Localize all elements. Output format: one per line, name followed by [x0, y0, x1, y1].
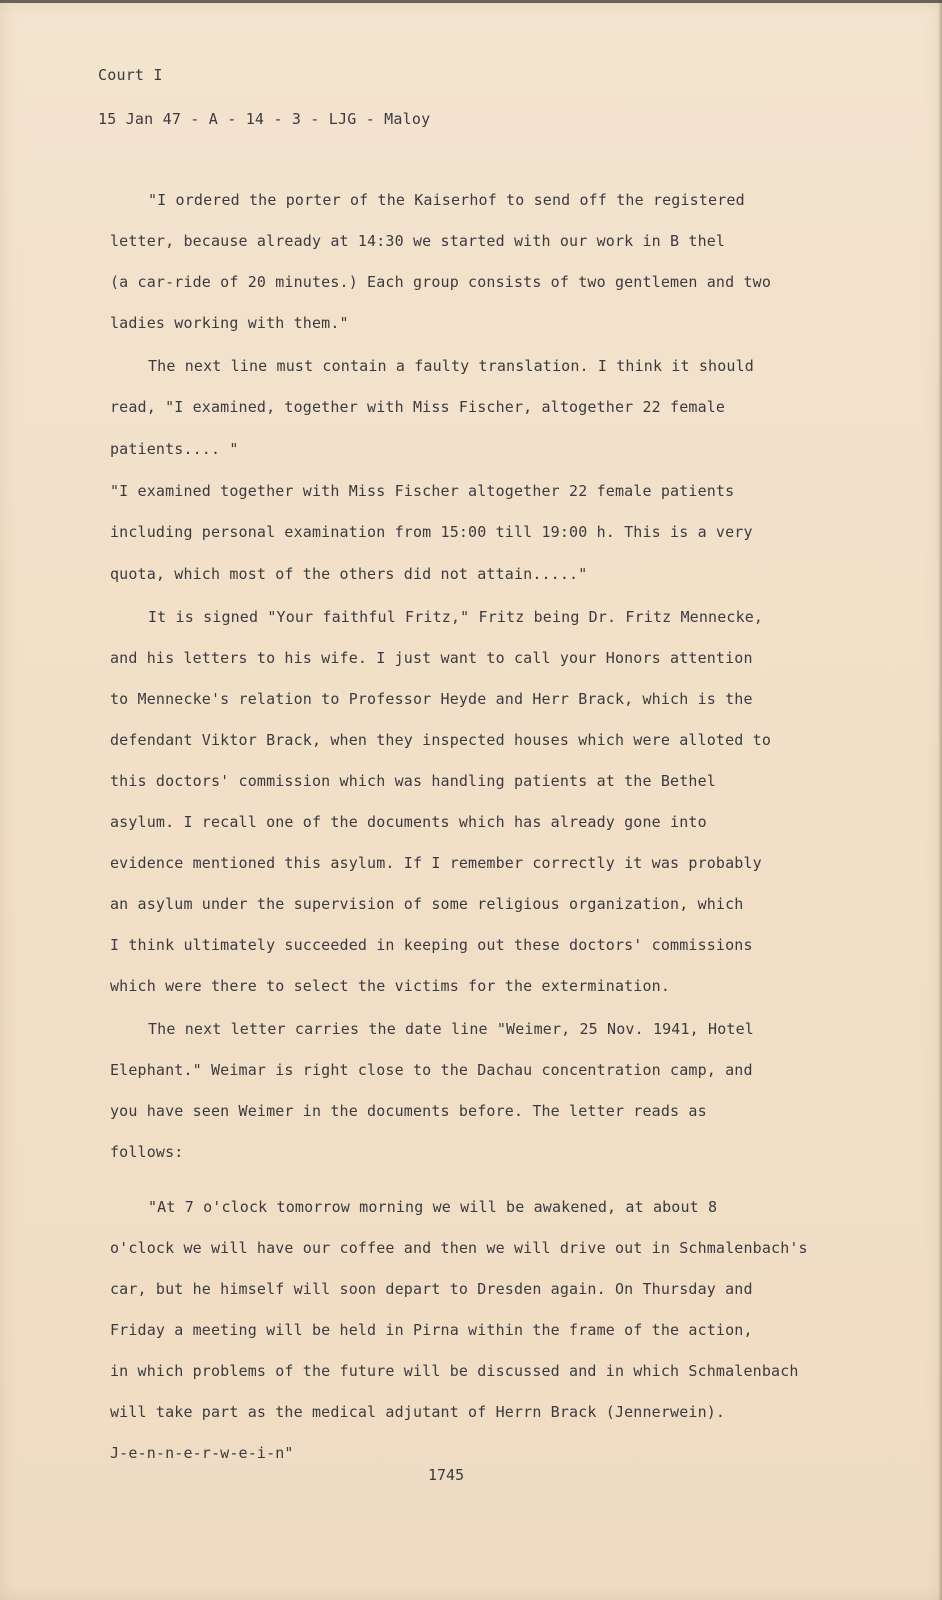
body-line-10: quota, which most of the others did not attain....." [110, 565, 588, 583]
body-line-18: an asylum under the supervision of some religious organization, which [110, 895, 744, 913]
body-line-15: this doctors' commission which was handling patients at the Bethel [110, 772, 716, 790]
body-line-17: evidence mentioned this asylum. If I remember correctly it was probably [110, 854, 762, 872]
body-line-29: in which problems of the future will be discussed and in which Schmalenbach [110, 1362, 799, 1380]
body-line-27: car, but he himself will soon depart to Dresden again. On Thursday and [110, 1280, 753, 1298]
body-line-2: letter, because already at 14:30 we started with our work in B thel [110, 232, 726, 250]
right-edge-shadow [938, 0, 942, 1600]
body-line-25: "At 7 o'clock tomorrow morning we will be awakened, at about 8 [148, 1198, 718, 1216]
body-line-26: o'clock we will have our coffee and then we will drive out in Schmalenbach's [110, 1239, 808, 1257]
body-line-21: The next letter carries the date line "Weimer, 25 Nov. 1941, Hotel [148, 1020, 754, 1038]
body-line-1: "I ordered the porter of the Kaiserhof to send off the registered [148, 191, 745, 209]
body-line-11: It is signed "Your faithful Fritz," Fritz being Dr. Fritz Mennecke, [148, 608, 764, 626]
body-line-28: Friday a meeting will be held in Pirna within the frame of the action, [110, 1321, 753, 1339]
body-line-8: "I examined together with Miss Fischer altogether 22 female patients [110, 482, 735, 500]
body-line-24: follows: [110, 1143, 184, 1161]
body-line-9: including personal examination from 15:00 till 19:00 h. This is a very [110, 523, 753, 541]
body-line-16: asylum. I recall one of the documents which has already gone into [110, 813, 707, 831]
body-line-14: defendant Viktor Brack, when they inspected houses which were alloted to [110, 731, 772, 749]
body-line-6: read, "I examined, together with Miss Fischer, altogether 22 female [110, 398, 726, 416]
page-number: 1745 [428, 1466, 465, 1484]
body-line-30: will take part as the medical adjutant of Herrn Brack (Jennerwein). [110, 1403, 726, 1421]
body-line-22: Elephant." Weimar is right close to the Dachau concentration camp, and [110, 1061, 753, 1079]
body-line-3: (a car-ride of 20 minutes.) Each group consists of two gentlemen and two [110, 273, 772, 291]
body-line-5: The next line must contain a faulty translation. I think it should [148, 357, 754, 375]
body-line-23: you have seen Weimer in the documents before. The letter reads as [110, 1102, 707, 1120]
body-line-31: J-e-n-n-e-r-w-e-i-n" [110, 1444, 294, 1462]
body-line-12: and his letters to his wife. I just want to call your Honors attention [110, 649, 753, 667]
body-line-13: to Mennecke's relation to Professor Heyde and Herr Brack, which is the [110, 690, 753, 708]
court-heading: Court I [98, 66, 163, 84]
body-line-7: patients.... " [110, 440, 239, 458]
body-line-19: I think ultimately succeeded in keeping out these doctors' commissions [110, 936, 753, 954]
session-reference: 15 Jan 47 - A - 14 - 3 - LJG - Maloy [98, 110, 431, 128]
top-edge [0, 0, 942, 3]
body-line-20: which were there to select the victims for the extermination. [110, 977, 671, 995]
body-line-4: ladies working with them." [110, 314, 349, 332]
